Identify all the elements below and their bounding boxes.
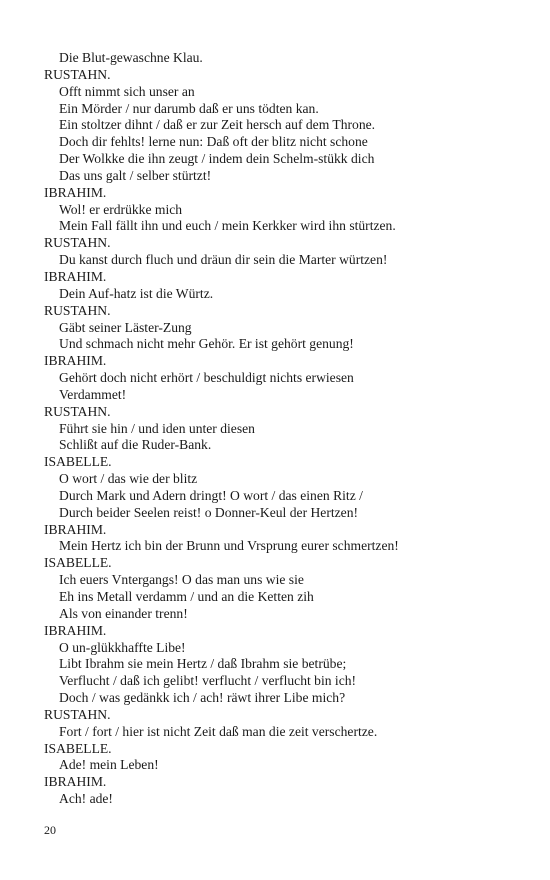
speaker-name: ISABELLE. [44,740,112,756]
verse-line: Und schmach nicht mehr Gehör. Er ist gehört genung! [59,336,354,352]
verse-line: Als von einander trenn! [59,605,188,621]
speaker-name: IBRAHIM. [44,774,107,790]
verse-line: Verdammet! [59,386,127,402]
dialogue-text [44,50,514,808]
verse-line: Ach! ade! [59,791,113,807]
speaker-name: IBRAHIM. [44,521,107,537]
verse-line: Fort / fort / hier ist nicht Zeit daß man die zeit verschertze. [59,723,378,739]
verse-line: Ein stoltzer dihnt / daß er zur Zeit hersch auf dem Throne. [59,117,376,133]
verse-line: Gäbt seiner Läster-Zung [59,319,192,335]
verse-line: Ein Mörder / nur darumb daß er uns tödten kan. [59,100,319,116]
verse-line: Eh ins Metall verdamm / und an die Ketten zih [59,589,314,604]
speaker-name: RUSTAHN. [44,706,111,722]
page-number: 20 [44,823,56,837]
speaker-name: RUSTAHN. [44,403,111,419]
speaker-name: ISABELLE. [44,555,112,571]
verse-line: Doch / was gedänkk ich / ach! räwt ihrer Libe mich? [59,690,346,706]
speaker-name: IBRAHIM. [44,268,107,284]
verse-line: Schlißt auf die Ruder-Bank. [59,437,212,453]
verse-line: Das uns galt / selber stürtzt! [59,167,212,183]
verse-line: Offt nimmt sich unser an [59,83,195,99]
verse-line: Du kanst durch fluch und dräun dir sein die Marter würtzen! [59,252,388,268]
verse-line: Durch beider Seelen reist! o Donner-Keul der Hertzen! [59,504,359,520]
speaker-name: RUSTAHN. [44,302,111,318]
verse-line: Durch Mark und Adern dringt! O wort / das einen Ritz / [59,487,363,503]
speaker-name: ISABELLE. [44,454,112,470]
verse-line: Die Blut-gewaschne Klau. [59,50,203,65]
verse-line: Doch dir fehlts! lerne nun: Daß oft der blitz nicht schone [59,134,368,150]
speaker-name: IBRAHIM. [44,622,107,638]
verse-line: O wort / das wie der blitz [59,471,198,487]
verse-line: Verflucht / daß ich gelibt! verflucht / verflucht bin ich! [59,673,357,689]
verse-line: Mein Fall fällt ihn und euch / mein Kerkker wird ihn stürtzen. [59,218,396,234]
verse-line: Ade! mein Leben! [59,757,159,773]
verse-line: Mein Hertz ich bin der Brunn und Vrsprung eurer schmertzen! [59,538,399,554]
verse-line: Libt Ibrahm sie mein Hertz / daß Ibrahm sie betrübe; [59,656,347,672]
speaker-name: IBRAHIM. [44,184,107,200]
verse-line: Dein Auf-hatz ist die Würtz. [59,285,214,301]
verse-line: O un-glükkhaffte Libe! [59,639,186,655]
speaker-name: IBRAHIM. [44,353,107,369]
verse-line: Der Wolkke die ihn zeugt / indem dein Schelm-stükk dich [59,151,375,167]
verse-line: Wol! er erdrükke mich [59,201,183,217]
verse-line: Gehört doch nicht erhört / beschuldigt nichts erwiesen [59,370,354,386]
verse-line: Ich euers Vntergangs! O das man uns wie sie [59,572,304,588]
verse-line: Führt sie hin / und iden unter diesen [59,420,255,436]
speaker-name: RUSTAHN. [44,66,111,82]
speaker-name: RUSTAHN. [44,235,111,251]
